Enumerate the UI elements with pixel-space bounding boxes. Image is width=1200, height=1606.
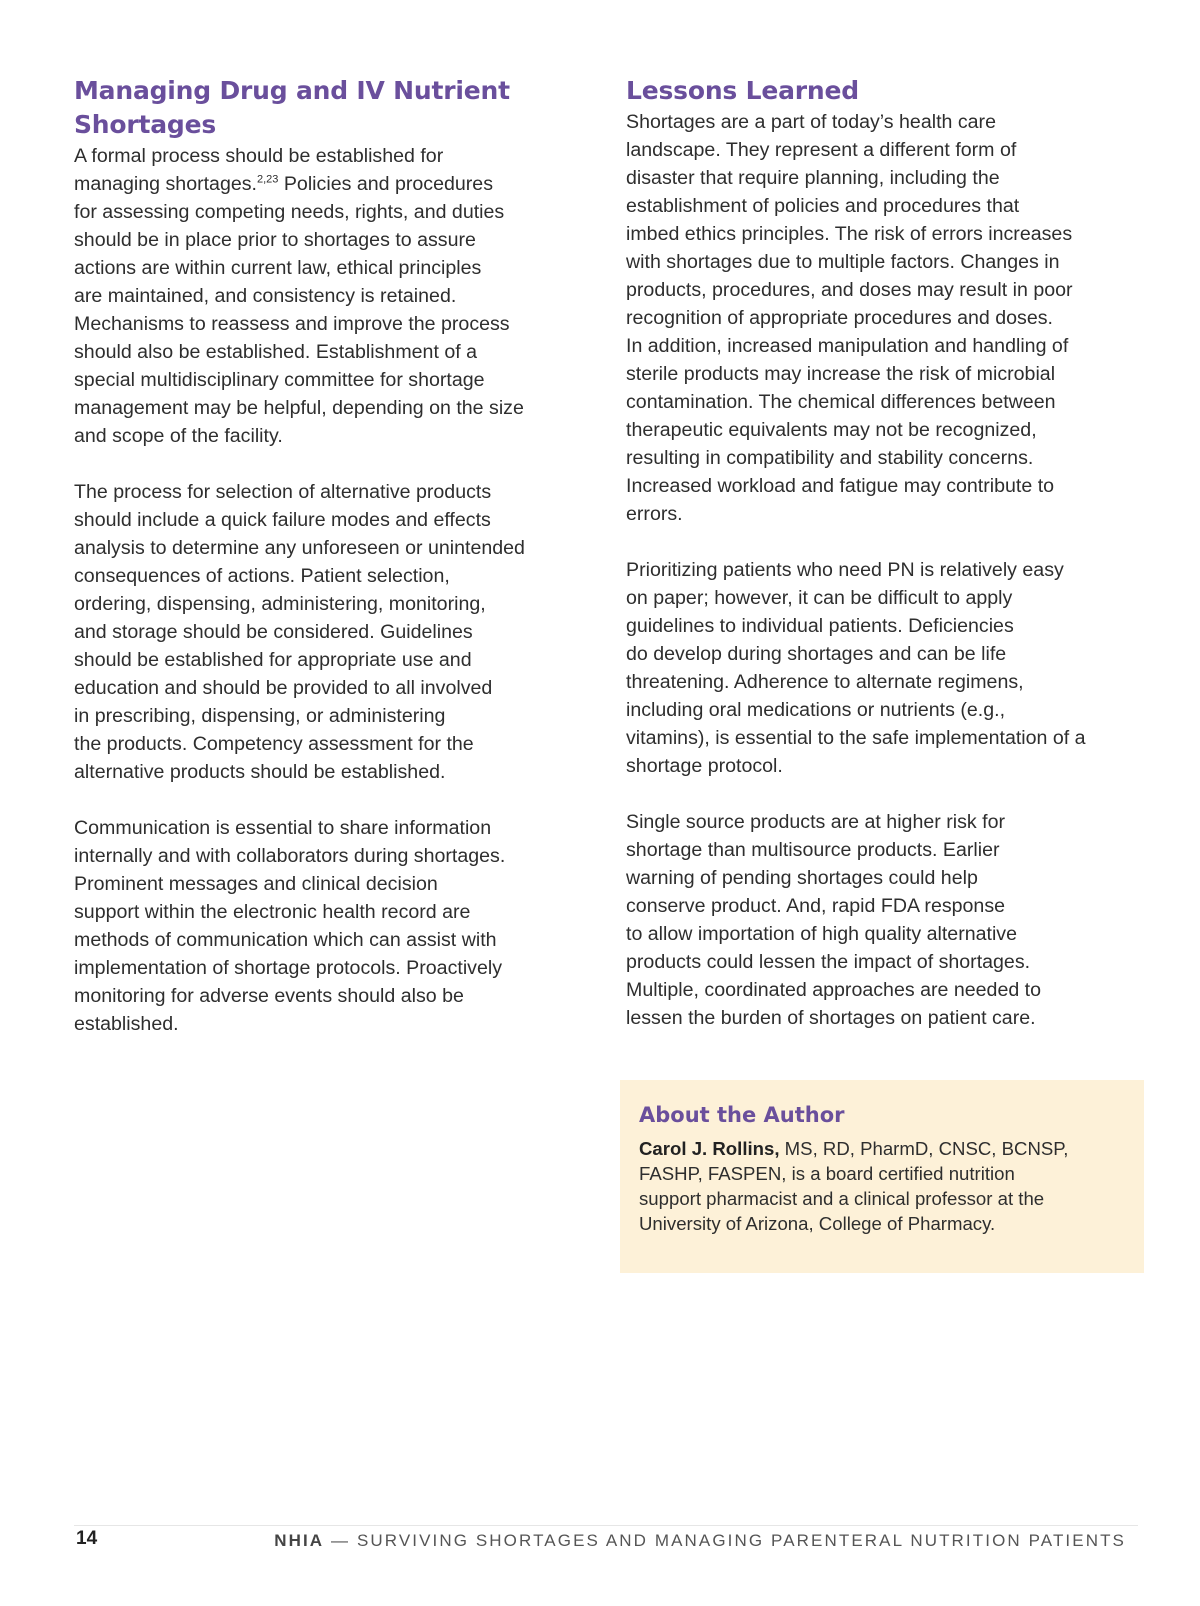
text-line: resulting in compatibility and stability concerns. — [626, 447, 1034, 469]
text-line: landscape. They represent a different form of — [626, 139, 1017, 161]
text-line: FASHP, FASPEN, is a board certified nutrition — [639, 1163, 1015, 1184]
text-line: to allow importation of high quality alternative — [626, 923, 1018, 945]
text-line: guidelines to individual patients. Deficiencies — [626, 615, 1014, 637]
text-line: established. — [74, 1013, 179, 1035]
text-line: lessen the burden of shortages on patient care. — [626, 1007, 1036, 1029]
paragraph-prioritizing-patients — [626, 556, 1142, 780]
paragraph-communication — [74, 814, 584, 1038]
text-line: methods of communication which can assist with — [74, 929, 497, 951]
author-name: Carol J. Rollins, — [639, 1138, 780, 1159]
paragraph-formal-process — [74, 142, 584, 450]
text-line: support pharmacist and a clinical professor at the — [639, 1188, 1045, 1209]
text-line: should also be established. Establishment of a — [74, 341, 478, 363]
text-line: shortage protocol. — [626, 755, 783, 777]
text-line: sterile products may increase the risk of microbial — [626, 363, 1056, 385]
footer-org: NHIA — [274, 1531, 325, 1550]
text-line: with shortages due to multiple factors. Changes in — [626, 251, 1060, 273]
right-column — [626, 74, 1142, 1060]
text-line: vitamins), is essential to the safe implementation of a — [626, 727, 1086, 749]
section-heading-lessons-learned: Lessons Learned — [626, 76, 859, 105]
text-line: should be established for appropriate use and — [74, 649, 472, 671]
text-line: products, procedures, and doses may result in poor — [626, 279, 1073, 301]
paragraph-single-source — [626, 808, 1142, 1032]
text-line: for assessing competing needs, rights, and duties — [74, 201, 505, 223]
page-number: 14 — [76, 1528, 98, 1549]
text-line: contamination. The chemical differences between — [626, 391, 1056, 413]
text-line: should include a quick failure modes and effects — [74, 509, 491, 531]
text-line: ordering, dispensing, administering, monitoring, — [74, 593, 486, 615]
text-line — [74, 170, 584, 198]
text-line: Prioritizing patients who need PN is relatively easy — [626, 559, 1064, 581]
text-line: In addition, increased manipulation and handling of — [626, 335, 1069, 357]
text-line: Communication is essential to share information — [74, 817, 492, 839]
text-line: actions are within current law, ethical principles — [74, 257, 482, 279]
text-line: products could lessen the impact of shortages. — [626, 951, 1031, 973]
text-line: implementation of shortage protocols. Proactively — [74, 957, 503, 979]
text-line: should be in place prior to shortages to assure — [74, 229, 476, 251]
text-line: on paper; however, it can be difficult to apply — [626, 587, 1013, 609]
text-line: establishment of policies and procedures that — [626, 195, 1020, 217]
text-line: Shortages are a part of today’s health care — [626, 111, 996, 133]
about-author-heading: About the Author — [639, 1103, 845, 1127]
text-line: internally and with collaborators during shortages. — [74, 845, 506, 867]
footer-title: SURVIVING SHORTAGES AND MANAGING PARENTERAL NUTRITION PATIENTS — [356, 1531, 1126, 1550]
text-line: shortage than multisource products. Earlier — [626, 839, 1000, 861]
text-line — [639, 1136, 1124, 1161]
text-line: analysis to determine any unforeseen or unintended — [74, 537, 525, 559]
left-column — [74, 74, 584, 1066]
text-line: do develop during shortages and can be life — [626, 643, 1007, 665]
author-credentials: MS, RD, PharmD, CNSC, BCNSP, — [779, 1138, 1069, 1159]
about-author-box — [620, 1080, 1144, 1273]
text-line: conserve product. And, rapid FDA response — [626, 895, 1006, 917]
text-line: consequences of actions. Patient selection, — [74, 565, 450, 587]
text-line: The process for selection of alternative products — [74, 481, 492, 503]
text-line: alternative products should be established. — [74, 761, 446, 783]
text-fragment: managing shortages. — [74, 173, 257, 195]
citation-superscript: 2,23 — [257, 173, 279, 186]
text-line: Prominent messages and clinical decision — [74, 873, 438, 895]
text-line: University of Arizona, College of Pharmacy. — [639, 1213, 996, 1234]
text-line: including oral medications or nutrients (e.g., — [626, 699, 1006, 721]
text-line: the products. Competency assessment for the — [74, 733, 474, 755]
text-line: special multidisciplinary committee for shortage — [74, 369, 485, 391]
footer-divider — [74, 1525, 1138, 1526]
text-line: Increased workload and fatigue may contribute to — [626, 475, 1055, 497]
text-fragment: Policies and procedures — [278, 173, 493, 195]
text-line: monitoring for adverse events should also be — [74, 985, 464, 1007]
text-line: Multiple, coordinated approaches are needed to — [626, 979, 1042, 1001]
section-heading-managing-shortages: Managing Drug and IV Nutrient Shortages — [74, 76, 510, 139]
text-line: education and should be provided to all involved — [74, 677, 493, 699]
text-line: threatening. Adherence to alternate regimens, — [626, 671, 1024, 693]
text-line: disaster that require planning, including the — [626, 167, 1000, 189]
text-line: A formal process should be established for — [74, 145, 444, 167]
text-line: recognition of appropriate procedures and doses. — [626, 307, 1053, 329]
text-line: Single source products are at higher risk for — [626, 811, 1005, 833]
text-line: and storage should be considered. Guidelines — [74, 621, 473, 643]
text-line: and scope of the facility. — [74, 425, 283, 447]
text-line: therapeutic equivalents may not be recognized, — [626, 419, 1037, 441]
footer-separator: — — [324, 1531, 357, 1550]
paragraph-shortages-landscape — [626, 108, 1142, 528]
text-line: imbed ethics principles. The risk of errors increases — [626, 223, 1073, 245]
author-bio — [639, 1136, 1124, 1236]
running-footer — [274, 1530, 1126, 1552]
text-line: errors. — [626, 503, 683, 525]
text-line: in prescribing, dispensing, or administering — [74, 705, 446, 727]
text-line: management may be helpful, depending on the size — [74, 397, 524, 419]
text-line: support within the electronic health record are — [74, 901, 471, 923]
text-line: warning of pending shortages could help — [626, 867, 978, 889]
text-line: Mechanisms to reassess and improve the process — [74, 313, 510, 335]
paragraph-alternative-products — [74, 478, 584, 786]
text-line: are maintained, and consistency is retained. — [74, 285, 457, 307]
